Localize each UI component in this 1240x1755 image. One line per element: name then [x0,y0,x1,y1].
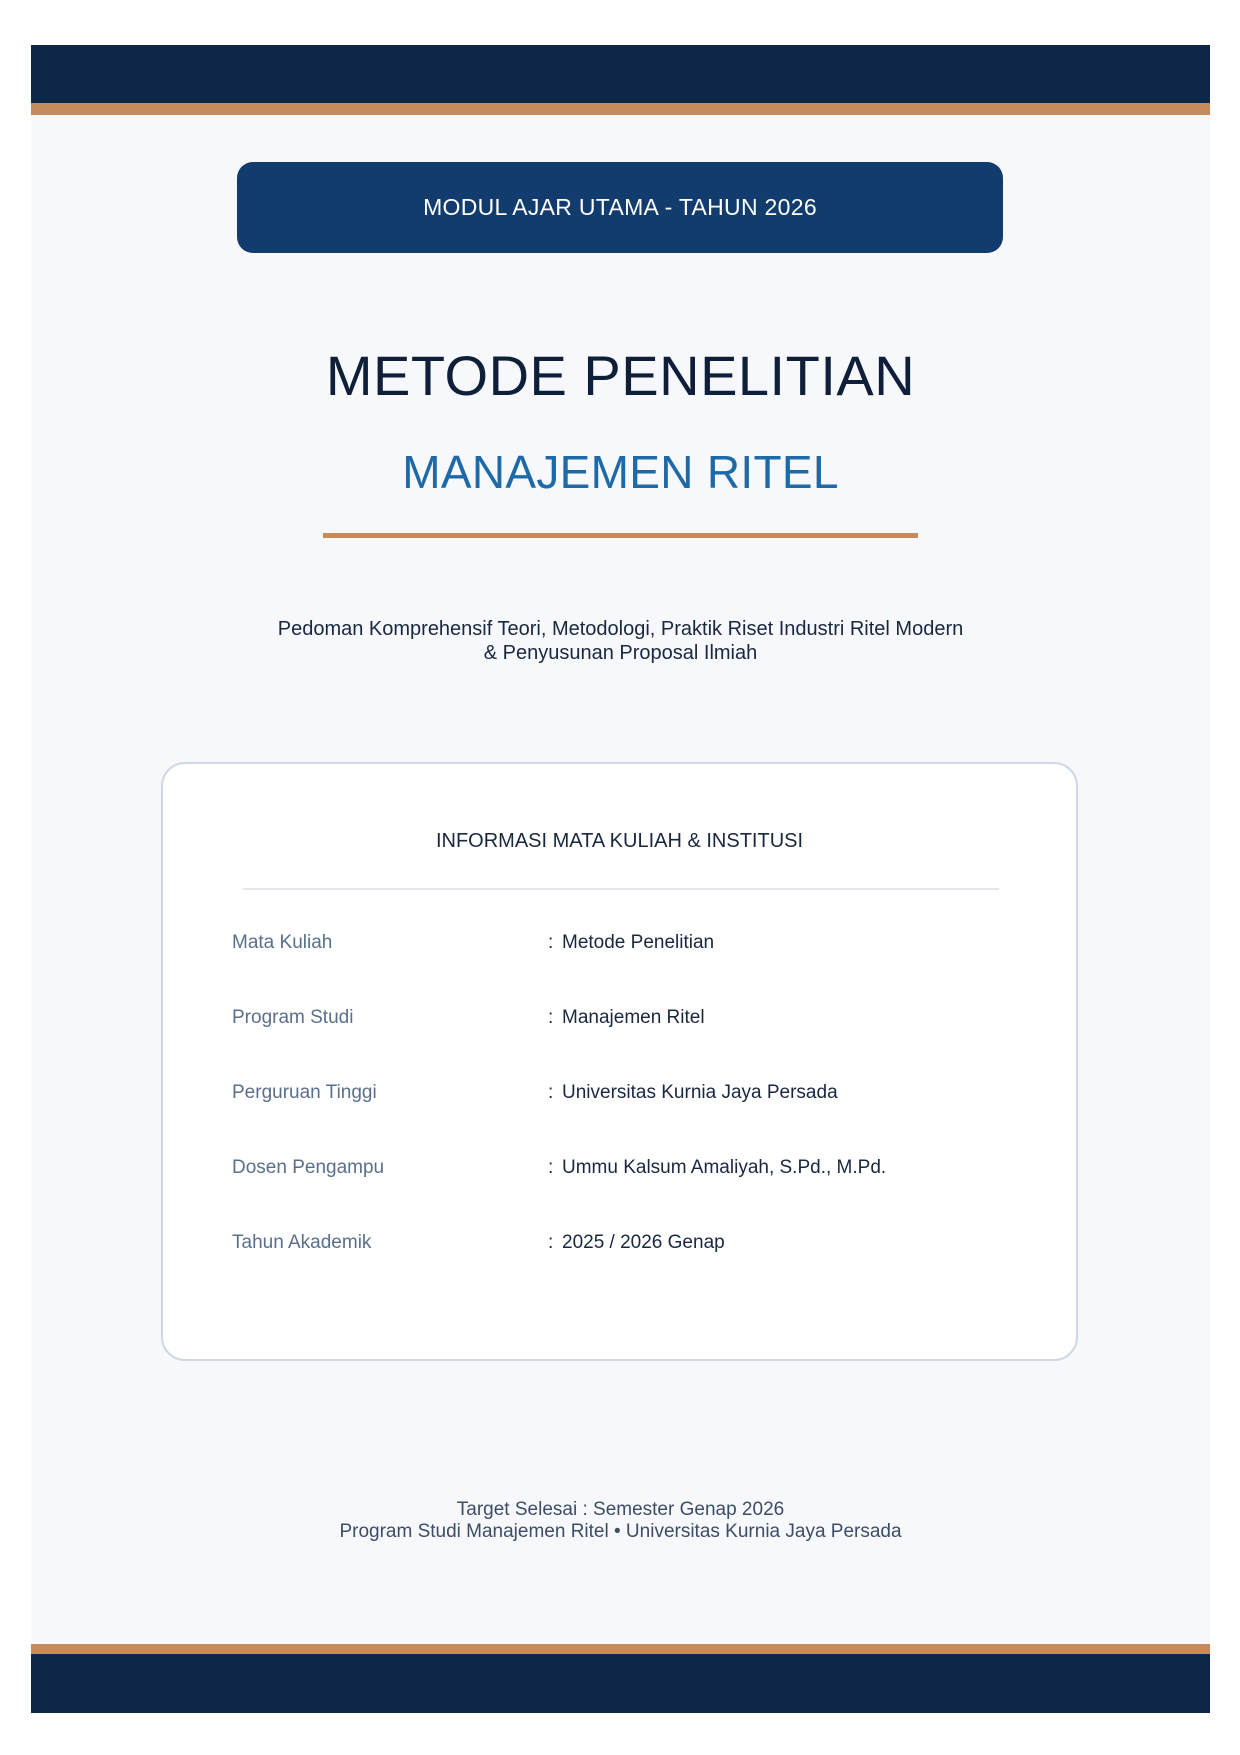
info-label: Dosen Pengampu [232,1157,385,1178]
description-line-2: & Penyusunan Proposal Ilmiah [483,642,758,664]
info-label: Mata Kuliah [232,932,333,953]
info-card-heading: INFORMASI MATA KULIAH & INSTITUSI [435,830,804,852]
info-label: Tahun Akademik [232,1232,372,1253]
header-accent-stripe [31,103,1210,115]
info-row-lecturer [163,1157,1076,1187]
module-banner [237,162,1003,253]
info-card-divider [243,888,999,890]
footer-institution-line: Program Studi Manajemen Ritel • Universitas Kurnia Jaya Persada [339,1521,902,1542]
info-value: Ummu Kalsum Amaliyah, S.Pd., M.Pd. [562,1157,887,1178]
document-title: METODE PENELITIAN [325,344,916,407]
info-value: Manajemen Ritel [562,1007,705,1028]
info-separator: : [548,1157,554,1178]
info-separator: : [548,1082,554,1103]
footer-accent-stripe [31,1644,1210,1654]
info-label: Perguruan Tinggi [232,1082,377,1103]
footer-target-line: Target Selesai : Semester Genap 2026 [456,1499,785,1520]
info-separator: : [548,1232,554,1253]
document-subtitle: MANAJEMEN RITEL [402,446,839,498]
header-band [31,45,1210,103]
document-description [151,617,1090,665]
info-value: Universitas Kurnia Jaya Persada [562,1082,838,1103]
info-separator: : [548,932,554,953]
title-divider [323,533,918,538]
info-value: 2025 / 2026 Genap [562,1232,725,1253]
info-row-academic-year [163,1232,1076,1262]
info-row-course [163,932,1076,962]
course-info-card [161,762,1078,1361]
info-separator: : [548,1007,554,1028]
info-value: Metode Penelitian [562,932,715,953]
info-label: Program Studi [232,1007,354,1028]
info-row-university [163,1082,1076,1112]
info-row-program [163,1007,1076,1037]
description-line-1: Pedoman Komprehensif Teori, Metodologi, Praktik Riset Industri Ritel Modern [277,618,964,640]
footer-band [31,1654,1210,1713]
module-banner-label: MODUL AJAR UTAMA - TAHUN 2026 [423,194,817,220]
document-page [31,45,1210,1713]
